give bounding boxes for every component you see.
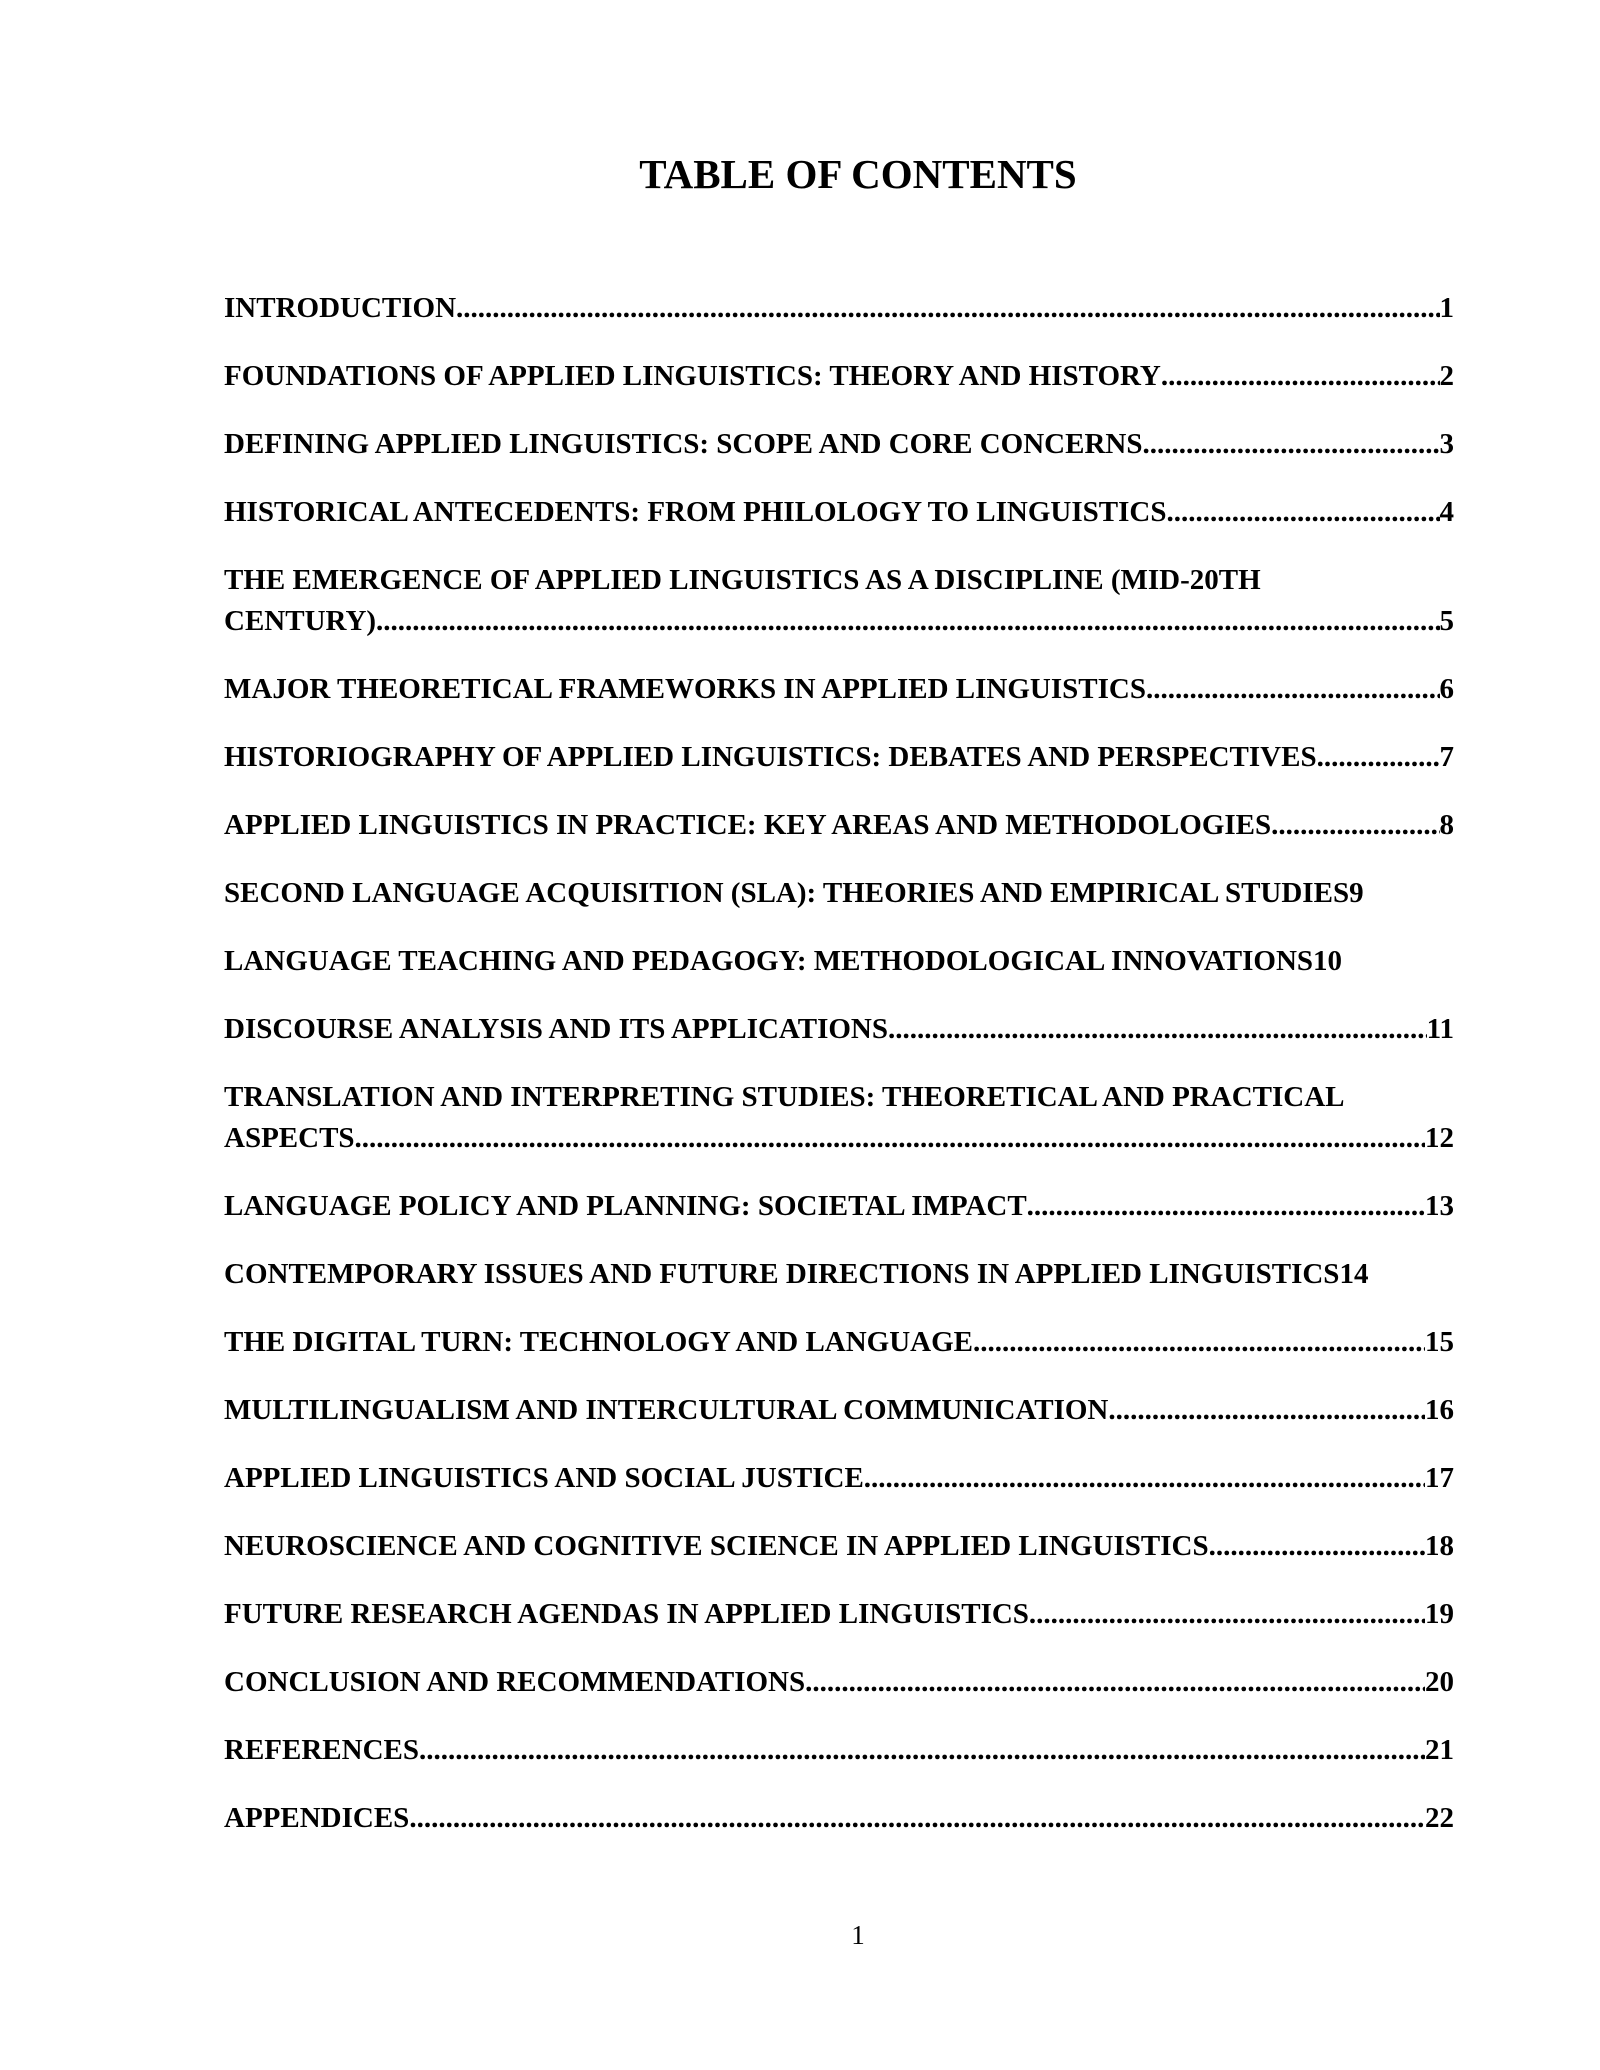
toc-entry-discourse-analysis[interactable] (224, 1009, 1454, 1050)
toc-entry-label: LANGUAGE POLICY AND PLANNING: SOCIETAL IMPACT (224, 1190, 1027, 1222)
toc-entry-appendices[interactable] (224, 1798, 1454, 1839)
toc-entry-defining[interactable] (224, 424, 1454, 465)
toc-entry-language-teaching[interactable] (224, 941, 1454, 982)
toc-leader-dots (1271, 805, 1439, 846)
toc-entry-page: 7 (1439, 741, 1454, 773)
page-title: TABLE OF CONTENTS (639, 151, 1077, 197)
toc-entry-label: HISTORICAL ANTECEDENTS: FROM PHILOLOGY TO LINGUISTICS (224, 496, 1167, 528)
toc-entry-page: 2 (1439, 360, 1454, 392)
toc-entry-label: DISCOURSE ANALYSIS AND ITS APPLICATIONS (224, 1013, 888, 1045)
toc-entry-label: INTRODUCTION (224, 292, 457, 324)
toc-leader-dots (419, 1730, 1425, 1771)
toc-entry-page: 20 (1425, 1666, 1454, 1698)
toc-entry-label: THE DIGITAL TURN: TECHNOLOGY AND LANGUAGE (224, 1326, 974, 1358)
toc-entry-historiography[interactable] (224, 737, 1454, 778)
toc-entry-label: CONTEMPORARY ISSUES AND FUTURE DIRECTIONS IN APPLIED LINGUISTICS (224, 1258, 1340, 1290)
toc-entry-label: HISTORIOGRAPHY OF APPLIED LINGUISTICS: DEBATES AND PERSPECTIVES (224, 741, 1317, 773)
toc-entry-label: MAJOR THEORETICAL FRAMEWORKS IN APPLIED LINGUISTICS (224, 673, 1146, 705)
toc-entry-page: 10 (1313, 945, 1343, 977)
toc-entry-multilingualism[interactable] (224, 1390, 1454, 1431)
toc-leader-dots (1108, 1390, 1425, 1431)
toc-leader-dots (409, 1798, 1425, 1839)
toc-entry-label: APPENDICES (224, 1802, 410, 1834)
toc-entry-conclusion[interactable] (224, 1662, 1454, 1703)
toc-entry-label-line1: TRANSLATION AND INTERPRETING STUDIES: THEORETICAL AND PRACTICAL (224, 1081, 1345, 1113)
toc-entry-page: 11 (1426, 1013, 1454, 1045)
toc-leader-dots (1209, 1526, 1425, 1567)
toc-leader-dots (1027, 1186, 1425, 1227)
toc-entry-label-line2: ASPECTS (224, 1122, 355, 1154)
toc-entry-page: 1 (1439, 292, 1454, 324)
toc-leader-dots (355, 1118, 1425, 1159)
toc-entry-sla[interactable] (224, 873, 1454, 914)
toc-entry-introduction[interactable] (224, 288, 1454, 329)
toc-leader-dots (864, 1458, 1425, 1499)
toc-entry-label: FOUNDATIONS OF APPLIED LINGUISTICS: THEORY AND HISTORY (224, 360, 1161, 392)
toc-entry-page: 18 (1425, 1530, 1454, 1562)
toc-leader-dots (376, 601, 1439, 642)
toc-leader-dots (805, 1662, 1425, 1703)
toc-entry-frameworks[interactable] (224, 669, 1454, 710)
toc-leader-dots (1166, 492, 1439, 533)
toc-entry-page: 21 (1425, 1734, 1454, 1766)
toc-entry-label: APPLIED LINGUISTICS IN PRACTICE: KEY AREAS AND METHODOLOGIES (224, 809, 1272, 841)
toc-leader-dots (1161, 356, 1440, 397)
toc-entry-future-research[interactable] (224, 1594, 1454, 1635)
toc-entry-page: 15 (1425, 1326, 1454, 1358)
toc-entry-in-practice[interactable] (224, 805, 1454, 846)
toc-entry-neuroscience[interactable] (224, 1526, 1454, 1567)
toc-entry-page: 4 (1439, 496, 1454, 528)
toc-entry-label: SECOND LANGUAGE ACQUISITION (SLA): THEORIES AND EMPIRICAL STUDIES (224, 877, 1350, 909)
toc-entry-page: 17 (1425, 1462, 1454, 1494)
toc-leader-dots (888, 1009, 1427, 1050)
toc-entry-label-line2: CENTURY) (224, 605, 377, 637)
toc-entry-translation[interactable] (224, 1077, 1454, 1159)
toc-entry-label-line1: THE EMERGENCE OF APPLIED LINGUISTICS AS A DISCIPLINE (MID-20TH (224, 564, 1261, 596)
toc-entry-label: APPLIED LINGUISTICS AND SOCIAL JUSTICE (224, 1462, 864, 1494)
page-number: 1 (851, 1920, 865, 1950)
toc-entry-contemporary-issues[interactable] (224, 1254, 1454, 1295)
toc-entry-page: 16 (1425, 1394, 1454, 1426)
toc-entry-label: CONCLUSION AND RECOMMENDATIONS (224, 1666, 806, 1698)
toc-leader-dots (973, 1322, 1425, 1363)
toc-entry-page: 6 (1439, 673, 1454, 705)
toc-entry-emergence[interactable] (224, 560, 1454, 642)
toc-list (224, 288, 1454, 1866)
toc-entry-label: FUTURE RESEARCH AGENDAS IN APPLIED LINGUISTICS (224, 1598, 1029, 1630)
toc-entry-historical-antecedents[interactable] (224, 492, 1454, 533)
toc-entry-page: 5 (1439, 605, 1454, 637)
toc-leader-dots (1029, 1594, 1425, 1635)
toc-entry-label: LANGUAGE TEACHING AND PEDAGOGY: METHODOLOGICAL INNOVATIONS (224, 945, 1314, 977)
toc-entry-label: REFERENCES (224, 1734, 419, 1766)
toc-entry-page: 9 (1349, 877, 1364, 909)
toc-leader-dots (1142, 424, 1439, 465)
toc-entry-page: 8 (1439, 809, 1454, 841)
toc-entry-social-justice[interactable] (224, 1458, 1454, 1499)
toc-entry-page: 22 (1425, 1802, 1454, 1834)
toc-entry-page: 14 (1339, 1258, 1369, 1290)
toc-entry-page: 19 (1425, 1598, 1454, 1630)
toc-leader-dots (456, 288, 1439, 329)
toc-leader-dots (1317, 737, 1440, 778)
toc-entry-page: 12 (1425, 1122, 1454, 1154)
toc-entry-digital-turn[interactable] (224, 1322, 1454, 1363)
toc-entry-label: NEUROSCIENCE AND COGNITIVE SCIENCE IN APPLIED LINGUISTICS (224, 1530, 1209, 1562)
toc-entry-label: DEFINING APPLIED LINGUISTICS: SCOPE AND CORE CONCERNS (224, 428, 1143, 460)
toc-entry-references[interactable] (224, 1730, 1454, 1771)
toc-entry-page: 3 (1439, 428, 1454, 460)
toc-entry-label: MULTILINGUALISM AND INTERCULTURAL COMMUNICATION (224, 1394, 1109, 1426)
toc-entry-page: 13 (1425, 1190, 1454, 1222)
toc-entry-language-policy[interactable] (224, 1186, 1454, 1227)
toc-entry-foundations[interactable] (224, 356, 1454, 397)
toc-leader-dots (1146, 669, 1440, 710)
